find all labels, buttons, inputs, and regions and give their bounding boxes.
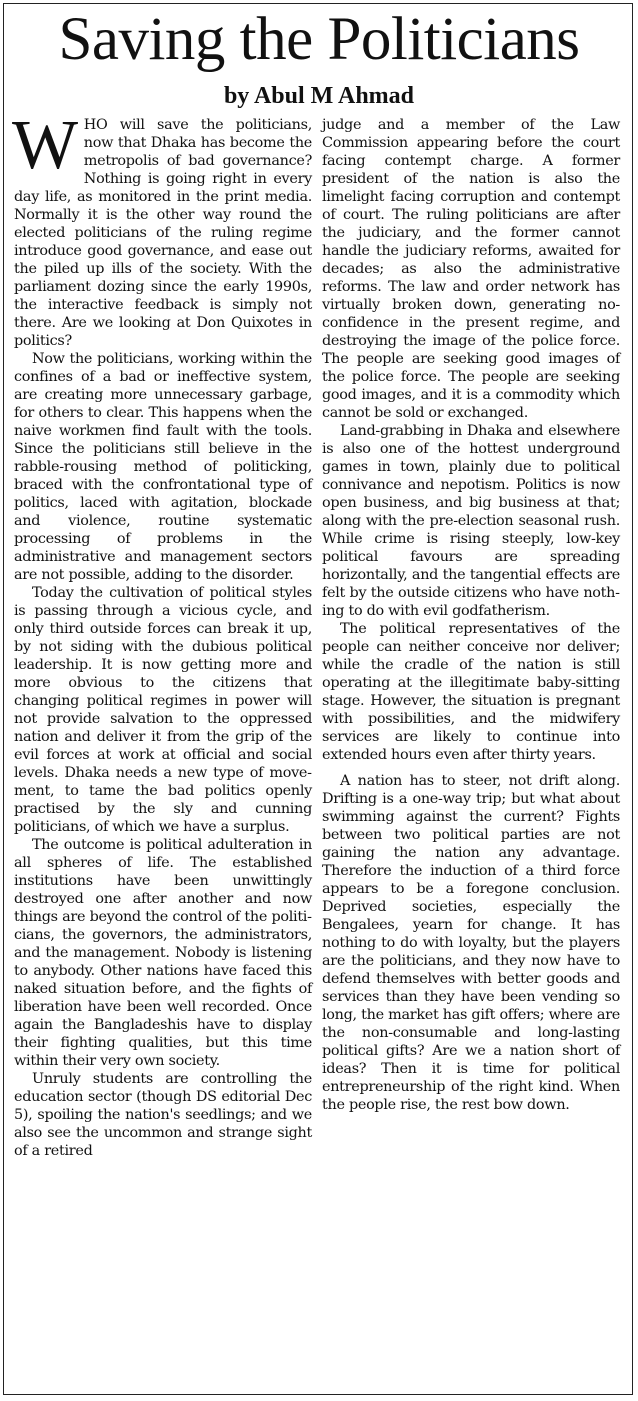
right-column bbox=[322, 116, 620, 1114]
paragraph-4: The outcome is political adulteration in all spheres of life. The established institutions have been unwittingly destroyed one after another and now things are beyond the control of the politicians, the governors, the administrators, and the management. Nobody is listening to anybody. Other nations have faced this naked situation before, and the fights of liberation have been well recorded. Once again the Bangladeshis have to display their fighting qualities, but this time within their very own society. bbox=[14, 837, 312, 1069]
left-column bbox=[12, 107, 312, 1160]
paragraph-3: Today the cultivation of political styles is passing through a vicious cycle, and only third outside forces can break it up, by not siding with the dubious political leadership. It is now getting more and more obvious to the citizens that changing political regimes in power will not provide salvation to the oppressed nation and deliver it from the grip of the evil forces at work at official and social levels. Dhaka needs a new type of movement, to tame the bad politics openly practised by the sly and cunning politicians, of which we have a surplus. bbox=[14, 585, 312, 835]
paragraph-1-text: HO will save the politicians, now that Dhaka has become the metropolis of bad governance? Nothing is going right in every day life, as monitored in the print media. Normally it is the other way round the elected politicians of the ruling regime introduce good governance, and ease out the piled up ills of the society. With the parliament dozing since the early 1990s, the interactive feedback is simply not there. Are we looking at Don Quixotes in politics? bbox=[14, 117, 312, 349]
paragraph-1 bbox=[12, 107, 312, 350]
paragraph-5-continued: judge and a member of the Law Commission appearing before the court facing contempt charge. A former president of the nation is also the limelight facing corruption and contempt of court. The ruling politicians are after the judiciary, and the former cannot handle the judiciary reforms, awaited for decades; as also the administrative reforms. The law and order network has virtually broken down, generating no-confidence in the present regime, and destroying the image of the police force. The people are seeking good images of the police force. The people are seeking good images, and it is a commodity which cannot be sold or exchanged. bbox=[322, 117, 620, 421]
paragraph-6: Land-grabbing in Dhaka and elsewhere is also one of the hottest underground games in town, plainly due to political connivance and nepotism. Politics is now open business, and big business at that; along with the pre-election seasonal rush. While crime is rising steeply, low-key political favours are spreading horizontally, and the tangential effects are felt by the outside citizens who have nothing to do with evil godfatherism. bbox=[322, 423, 620, 619]
paragraph-8: A nation has to steer, not drift along. Drifting is a one-way trip; but what about swimming against the current? Fights between two political parties are not gaining the nation any advantage. Therefore the induction of a third force appears to be a foregone conclusion. Deprived societies, especially the Bengalees, yearn for change. It has nothing to do with loyalty, but the players are the politicians, and they now have to defend themselves with better goods and services than they have been vending so long, the market has gift offers; where are the non-consumable and long-lasting political gifts? Are we a nation short of ideas? Then it is time for political entrepreneurship of the right kind. When the people rise, the rest bow down. bbox=[322, 773, 620, 1113]
paragraph-5: Unruly students are controlling the education sector (though DS editorial Dec 5), spoiling the nation's seedlings; and we also see the uncommon and strange sight of a retired bbox=[14, 1071, 312, 1159]
byline: by Abul M Ahmad bbox=[223, 83, 415, 109]
paragraph-2: Now the politicians, working within the confines of a bad or ineffective system, are creating more unnecessary garbage, for others to clear. This happens when the naive workmen find fault with the tools. Since the politicians still believe in the rabble-rousing method of politicking, braced with the confrontational type of politics, laced with agitation, blockade and violence, routine systematic processing of problems in the administrative and management sectors are not possible, adding to the disorder. bbox=[14, 351, 312, 583]
drop-cap: W bbox=[12, 107, 78, 184]
headline: Saving the Politicians bbox=[58, 6, 580, 73]
paragraph-7: The political representatives of the people can neither conceive nor deliver; while the cradle of the nation is still operating at the illegitimate baby-sitting stage. However, the situation is pregnant with possibilities, and the midwifery services are likely to continue into extended hours even after thirty years. bbox=[322, 621, 620, 763]
